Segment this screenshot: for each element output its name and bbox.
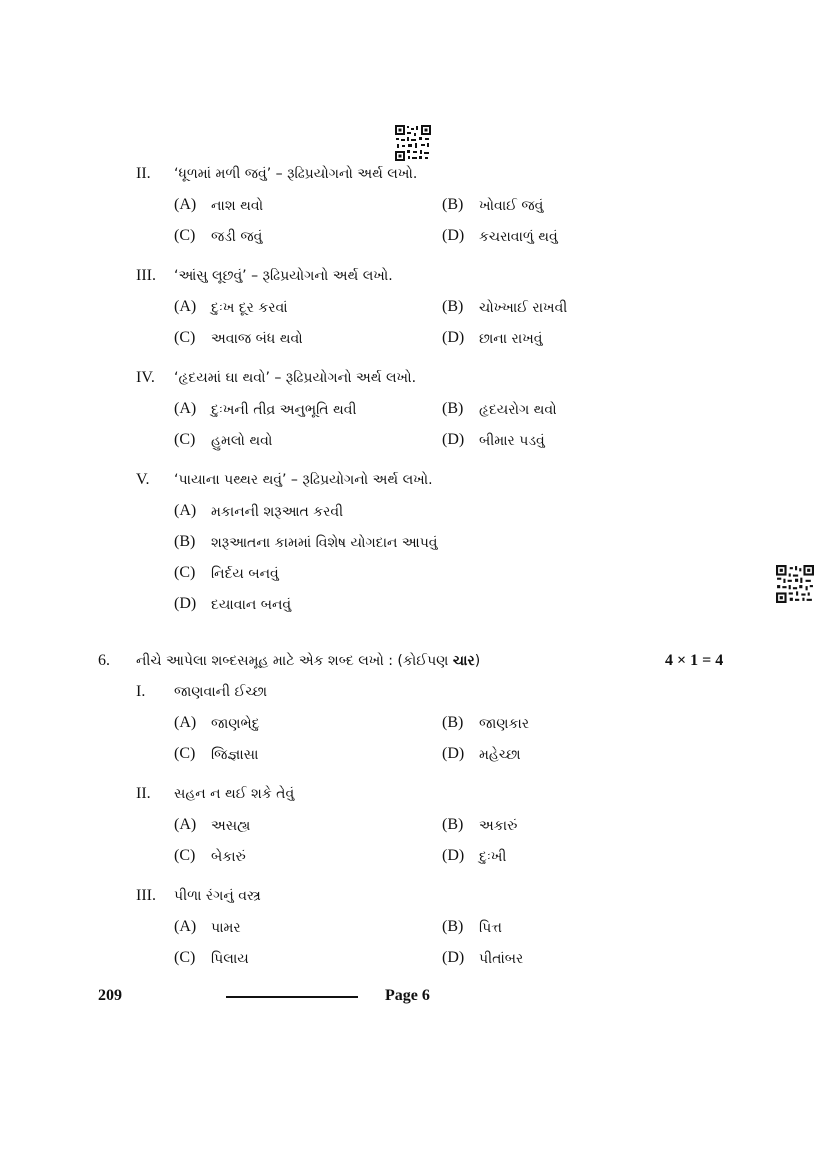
option-text: દુઃખની તીવ્ર અનુભૂતિ થવી [211, 402, 357, 418]
option-text: બીમાર પડવું [479, 433, 545, 449]
question-6-text [136, 653, 480, 669]
question-text: જાણવાની ઈચ્છા [174, 684, 268, 700]
option-text: દુઃખ દૂર કરવાં [211, 300, 288, 316]
option-letter: (B) [442, 918, 464, 935]
option-letter: (D) [442, 949, 465, 966]
option-text: છાના રાખવું [479, 331, 543, 347]
qr-code-icon [395, 125, 431, 161]
option-letter: (A) [174, 298, 197, 315]
option-text: મહેચ્છા [479, 747, 521, 763]
footer-divider [226, 996, 358, 998]
option-letter: (C) [174, 949, 196, 966]
question-number: IV. [136, 369, 155, 386]
question-text: પીળા રંગનું વસ્ત્ર [174, 888, 261, 904]
option-letter: (D) [174, 595, 197, 612]
question-6-main: નીચે આપેલા શબ્દસમૂહ માટે એક શબ્દ લખો : (કોઈપણ [136, 653, 453, 669]
option-text: પિલાય [211, 951, 249, 967]
option-text: કચરાવાળું થવું [479, 229, 558, 245]
question-6-end: ) [474, 653, 481, 669]
question-number: V. [136, 471, 150, 488]
option-letter: (C) [174, 329, 196, 346]
option-text: હુમલો થવો [211, 433, 273, 449]
option-letter: (A) [174, 714, 197, 731]
option-text: બેકારું [211, 849, 246, 865]
question-6-number: 6. [98, 652, 110, 669]
option-text: પામર [211, 920, 241, 936]
option-text: જડી જવું [211, 229, 263, 245]
option-text: પીતાંબર [479, 951, 524, 967]
question-number: I. [136, 683, 146, 700]
option-letter: (B) [442, 298, 464, 315]
paper-code: 209 [98, 987, 122, 1004]
option-text: પિત્ત [479, 920, 502, 936]
question-number: III. [136, 267, 156, 284]
page-number: Page 6 [385, 987, 430, 1004]
option-letter: (B) [442, 196, 464, 213]
option-letter: (B) [442, 714, 464, 731]
option-letter: (A) [174, 196, 197, 213]
qr-code-icon [776, 565, 814, 603]
option-letter: (D) [442, 329, 465, 346]
question-number: III. [136, 887, 156, 904]
option-text: નિર્દય બનવું [211, 566, 279, 582]
question-6-bold: ચાર [452, 653, 475, 669]
question-text: સહન ન થઈ શકે તેવું [174, 786, 295, 802]
option-letter: (D) [442, 745, 465, 762]
option-text: જિજ્ઞાસા [211, 747, 259, 763]
option-text: જાણકાર [479, 716, 530, 732]
option-letter: (D) [442, 227, 465, 244]
question-number: II. [136, 165, 151, 182]
marks-label: 4 × 1 = 4 [665, 652, 724, 669]
question-text: ‘પાયાના પથ્થર થવું’ – રૂઢિપ્રયોગનો અર્થ લખો. [174, 472, 433, 488]
question-text: ‘આંસુ લૂછવું’ – રૂઢિપ્રયોગનો અર્થ લખો. [174, 268, 393, 284]
option-letter: (B) [442, 816, 464, 833]
option-letter: (B) [174, 533, 196, 550]
option-text: અસહ્ય [211, 818, 251, 834]
question-text: ‘ધૂળમાં મળી જવું’ – રૂઢિપ્રયોગનો અર્થ લખો. [174, 166, 418, 182]
option-text: હૃદયરોગ થવો [479, 402, 557, 418]
option-text: અકારું [479, 818, 518, 834]
option-letter: (A) [174, 918, 197, 935]
option-letter: (D) [442, 847, 465, 864]
option-text: અવાજ બંધ થવો [211, 331, 303, 347]
option-letter: (A) [174, 502, 197, 519]
option-letter: (B) [442, 400, 464, 417]
option-text: જાણભેદુ [211, 716, 260, 732]
option-text: શરૂઆતના કામમાં વિશેષ યોગદાન આપવું [211, 535, 438, 551]
question-number: II. [136, 785, 151, 802]
option-text: ખોવાઈ જવું [479, 198, 544, 214]
option-letter: (C) [174, 564, 196, 581]
option-letter: (C) [174, 227, 196, 244]
option-text: દયાવાન બનવું [211, 597, 292, 613]
option-text: ચોખ્ખાઈ રાખવી [479, 300, 568, 316]
option-letter: (D) [442, 431, 465, 448]
option-text: દુઃખી [479, 849, 507, 865]
option-letter: (C) [174, 847, 196, 864]
option-letter: (C) [174, 745, 196, 762]
option-letter: (A) [174, 400, 197, 417]
option-letter: (C) [174, 431, 196, 448]
option-text: મકાનની શરૂઆત કરવી [211, 504, 344, 520]
option-letter: (A) [174, 816, 197, 833]
question-text: ‘હૃદયમાં ઘા થવો’ – રૂઢિપ્રયોગનો અર્થ લખો. [174, 370, 417, 386]
option-text: નાશ થવો [211, 198, 264, 214]
